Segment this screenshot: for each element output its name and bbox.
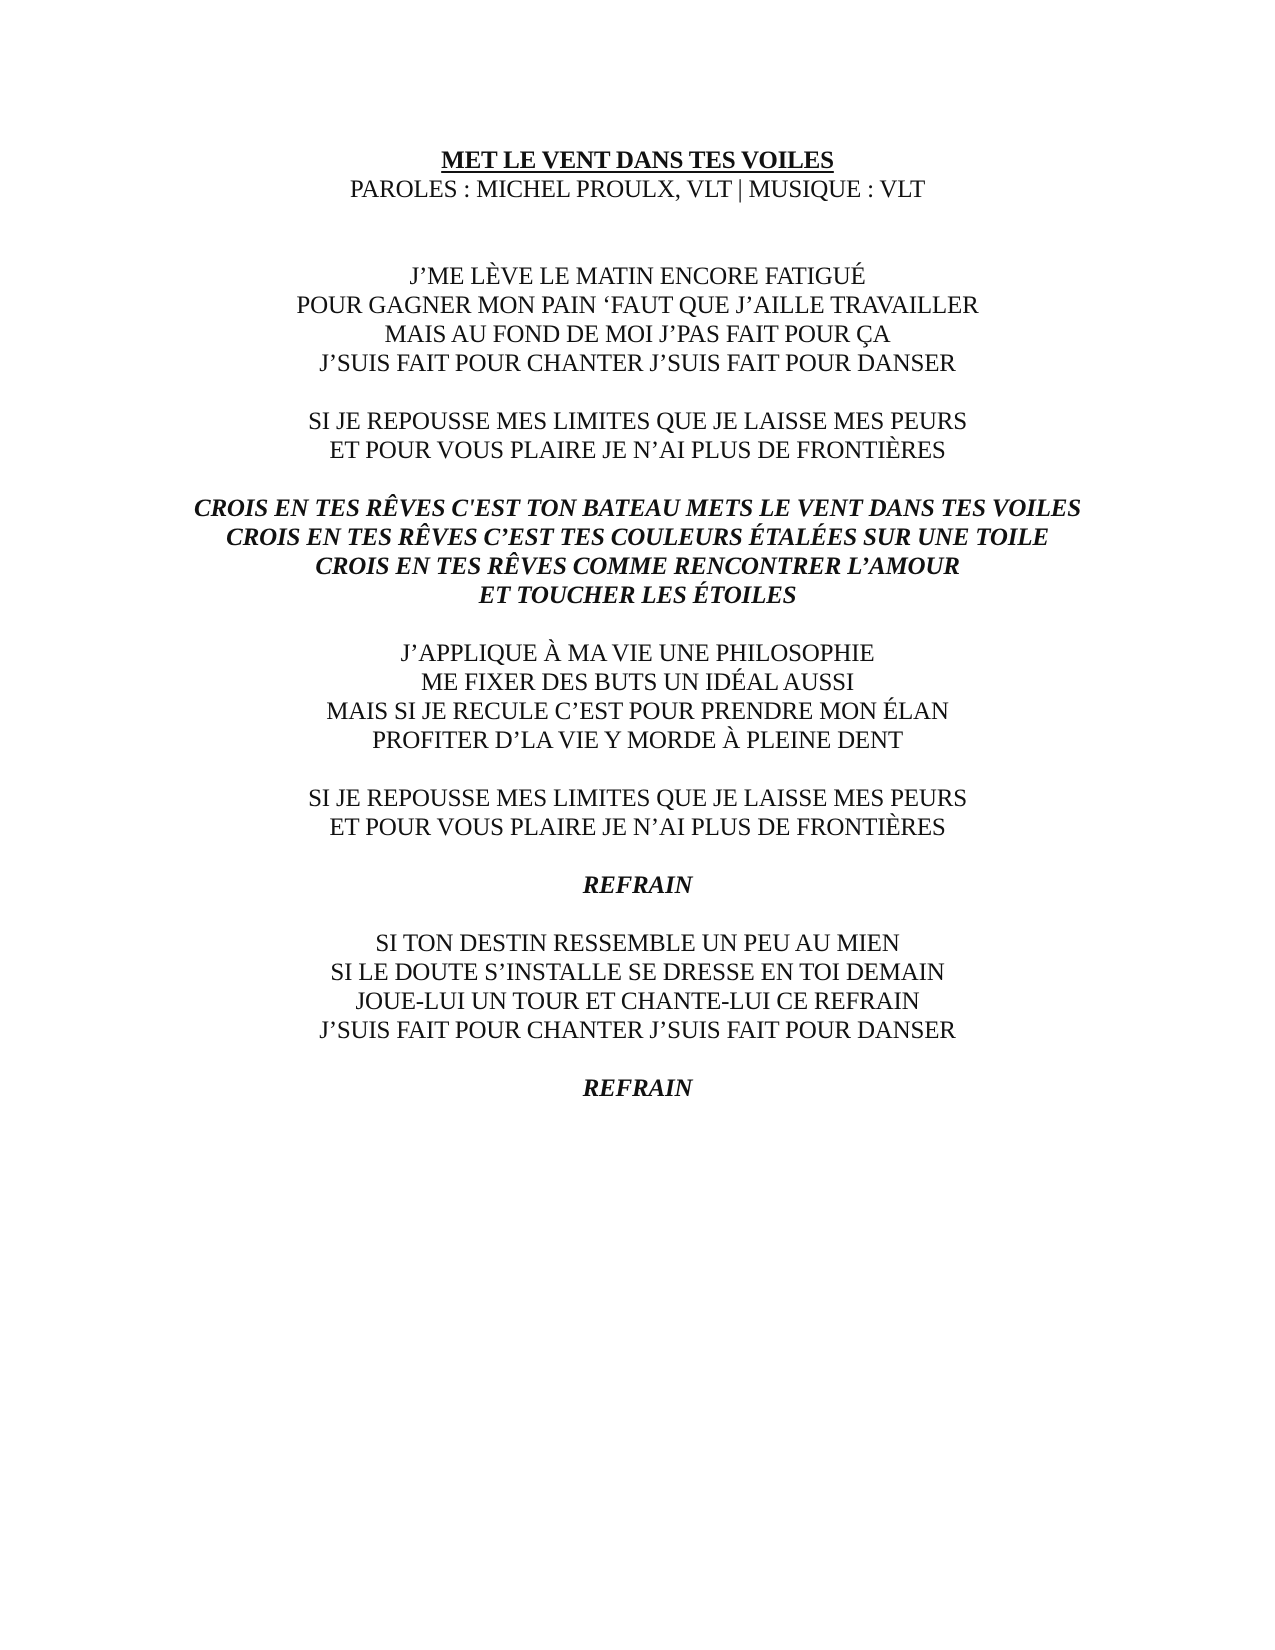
prechorus-1 [0,407,1275,465]
lyric-line: ME FIXER DES BUTS UN IDÉAL AUSSI [421,669,854,696]
chorus-line: CROIS EN TES RÊVES C'EST TON BATEAU METS LE VENT DANS TES VOILES [193,495,1081,522]
lyric-line: POUR GAGNER MON PAIN ‘FAUT QUE J’AILLE TRAVAILLER [296,292,979,319]
lyric-line: SI JE REPOUSSE MES LIMITES QUE JE LAISSE MES PEURS [308,785,967,812]
lyric-line: J’APPLIQUE À MA VIE UNE PHILOSOPHIE [400,640,875,667]
lyric-line: PROFITER D’LA VIE Y MORDE À PLEINE DENT [372,727,903,754]
chorus-line: ET TOUCHER LES ÉTOILES [478,582,797,609]
lyric-line: J’SUIS FAIT POUR CHANTER J’SUIS FAIT POUR DANSER [319,1017,956,1044]
lyric-line: SI LE DOUTE S’INSTALLE SE DRESSE EN TOI DEMAIN [330,959,945,986]
lyrics-content [0,146,1275,1132]
refrain-marker: REFRAIN [582,872,693,899]
song-credits: PAROLES : MICHEL PROULX, VLT | MUSIQUE : VLT [349,176,926,203]
lyric-line: ET POUR VOUS PLAIRE JE N’AI PLUS DE FRONTIÈRES [329,437,946,464]
verse-3 [0,929,1275,1045]
lyric-line: ET POUR VOUS PLAIRE JE N’AI PLUS DE FRONTIÈRES [329,814,946,841]
lyric-line: SI TON DESTIN RESSEMBLE UN PEU AU MIEN [375,930,900,957]
prechorus-2 [0,784,1275,842]
lyric-line: J’SUIS FAIT POUR CHANTER J’SUIS FAIT POUR DANSER [319,350,956,377]
chorus-line: CROIS EN TES RÊVES C’EST TES COULEURS ÉTALÉES SUR UNE TOILE [226,524,1049,551]
verse-2 [0,639,1275,755]
lyric-line: MAIS SI JE RECULE C’EST POUR PRENDRE MON ÉLAN [326,698,949,725]
lyric-line: SI JE REPOUSSE MES LIMITES QUE JE LAISSE MES PEURS [308,408,967,435]
refrain-marker: REFRAIN [582,1075,693,1102]
lyric-line: J’ME LÈVE LE MATIN ENCORE FATIGUÉ [409,263,866,290]
chorus-line: CROIS EN TES RÊVES COMME RENCONTRER L’AMOUR [315,553,960,580]
song-title: MET LE VENT DANS TES VOILES [441,147,834,174]
verse-1 [0,262,1275,378]
chorus [0,494,1275,610]
lyric-line: JOUE-LUI UN TOUR ET CHANTE-LUI CE REFRAIN [355,988,920,1015]
lyric-line: MAIS AU FOND DE MOI J’PAS FAIT POUR ÇA [384,321,891,348]
